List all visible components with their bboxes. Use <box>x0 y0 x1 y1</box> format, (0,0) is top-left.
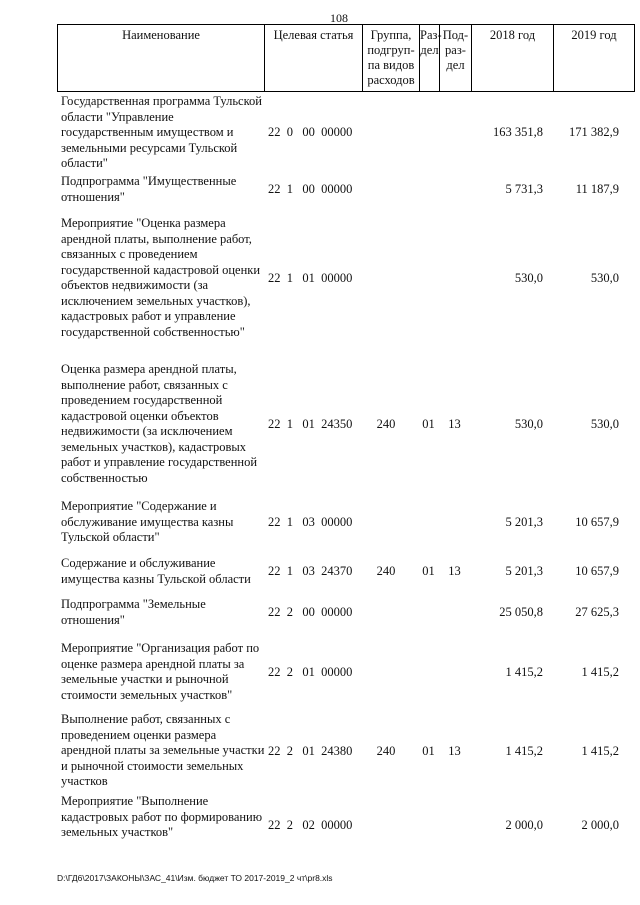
table-row <box>57 794 635 858</box>
file-path-footer: D:\ГД6\2017\ЗАКОНЫ\ЗАС_41\Изм. бюджет ТО 2017-2019_2 чт\pr8.xls <box>57 873 333 883</box>
table-row <box>57 94 635 174</box>
table-row <box>57 712 635 792</box>
row-code: 22 0 00 00000 <box>268 125 353 139</box>
row-2019: 2 000,0 <box>581 818 619 832</box>
row-group: 240 <box>376 744 396 758</box>
row-name: Мероприятие "Содержание и обслуживание имущества казны Тульской области" <box>61 499 234 544</box>
row-2018: 530,0 <box>514 417 543 431</box>
row-group: 240 <box>376 417 396 431</box>
page-number: 108 <box>330 11 348 25</box>
row-2019: 11 187,9 <box>575 182 619 196</box>
row-name: Мероприятие "Организация работ по оценке размера арендной платы за земельные участки и рыночной стоимости земельных участков" <box>61 641 260 702</box>
row-2018: 1 415,2 <box>505 744 543 758</box>
row-2019: 1 415,2 <box>581 744 619 758</box>
header-name: Наименование <box>57 25 264 91</box>
row-name: Оценка размера арендной платы, выполнение работ, связанных с проведением государственной кадастровой оценки объектов недвижимости (за исключением земельных участков), кадастровых работ и управление государственной собственностью <box>61 362 258 485</box>
header-2018: 2018 год <box>471 25 553 91</box>
table-row <box>57 174 635 206</box>
header-group-line: па видов <box>367 58 415 72</box>
row-2018: 5 201,3 <box>505 515 543 529</box>
row-subsection: 13 <box>448 417 461 431</box>
row-2019: 171 382,9 <box>569 125 619 139</box>
row-2018: 530,0 <box>514 271 543 285</box>
table-row <box>57 216 635 342</box>
row-code: 22 1 01 24350 <box>268 417 353 431</box>
row-code: 22 2 01 24380 <box>268 744 353 758</box>
header-section <box>419 25 442 91</box>
row-name: Подпрограмма "Имущественные отношения" <box>61 174 237 204</box>
row-2019: 27 625,3 <box>575 605 619 619</box>
table-row <box>57 499 635 547</box>
header-section-line: дел <box>420 43 439 57</box>
row-2018: 5 731,3 <box>505 182 543 196</box>
table-row <box>57 362 635 490</box>
header-subsection <box>439 25 471 91</box>
row-code: 22 2 01 00000 <box>268 665 353 679</box>
row-2019: 10 657,9 <box>575 564 619 578</box>
row-2019: 530,0 <box>590 417 619 431</box>
row-2018: 1 415,2 <box>505 665 543 679</box>
header-section-line: Раз- <box>420 28 442 42</box>
row-section: 01 <box>422 744 435 758</box>
row-section: 01 <box>422 564 435 578</box>
row-2018: 25 050,8 <box>499 605 543 619</box>
row-name: Содержание и обслуживание имущества казны Тульской области <box>61 556 251 586</box>
header-subsection-line: дел <box>446 58 465 72</box>
table-row <box>57 641 635 705</box>
row-code: 22 1 01 00000 <box>268 271 353 285</box>
row-subsection: 13 <box>448 744 461 758</box>
row-code: 22 1 03 00000 <box>268 515 353 529</box>
row-2018: 5 201,3 <box>505 564 543 578</box>
header-group-line: Группа, <box>370 28 412 42</box>
header-subsection-line: Под- <box>442 28 469 42</box>
row-group: 240 <box>376 564 396 578</box>
table-row <box>57 597 635 629</box>
header-group <box>362 25 419 91</box>
header-2019: 2019 год <box>553 25 635 91</box>
row-code: 22 1 03 24370 <box>268 564 353 578</box>
row-name: Мероприятие "Оценка размера арендной платы, выполнение работ, связанных с проведением государственной кадастровой оценки объектов недвижимости (за исключением земельных участков), кадастровых работ и управление государственной собственностью" <box>61 216 261 339</box>
row-code: 22 1 00 00000 <box>268 182 353 196</box>
row-code: 22 2 00 00000 <box>268 605 353 619</box>
row-2019: 530,0 <box>590 271 619 285</box>
header-target: Целевая статья <box>264 25 362 91</box>
header-group-line: подгруп- <box>367 43 415 57</box>
row-2018: 163 351,8 <box>493 125 543 139</box>
row-section: 01 <box>422 417 435 431</box>
header-group-line: расходов <box>367 73 415 87</box>
row-name: Мероприятие "Выполнение кадастровых работ по формированию земельных участков" <box>61 794 263 839</box>
row-name: Подпрограмма "Земельные отношения" <box>61 597 206 627</box>
header-subsection-line: раз- <box>445 43 466 57</box>
row-name: Выполнение работ, связанных с проведением оценки размера арендной платы за земельные участки и рыночной стоимости земельных участков <box>61 712 265 788</box>
row-subsection: 13 <box>448 564 461 578</box>
row-2018: 2 000,0 <box>505 818 543 832</box>
table-row <box>57 556 635 588</box>
table-header <box>57 24 635 92</box>
row-name: Государственная программа Тульской области "Управление государственным имуществом и земельными ресурсами Тульской области" <box>61 94 262 170</box>
row-2019: 1 415,2 <box>581 665 619 679</box>
row-code: 22 2 02 00000 <box>268 818 353 832</box>
row-2019: 10 657,9 <box>575 515 619 529</box>
